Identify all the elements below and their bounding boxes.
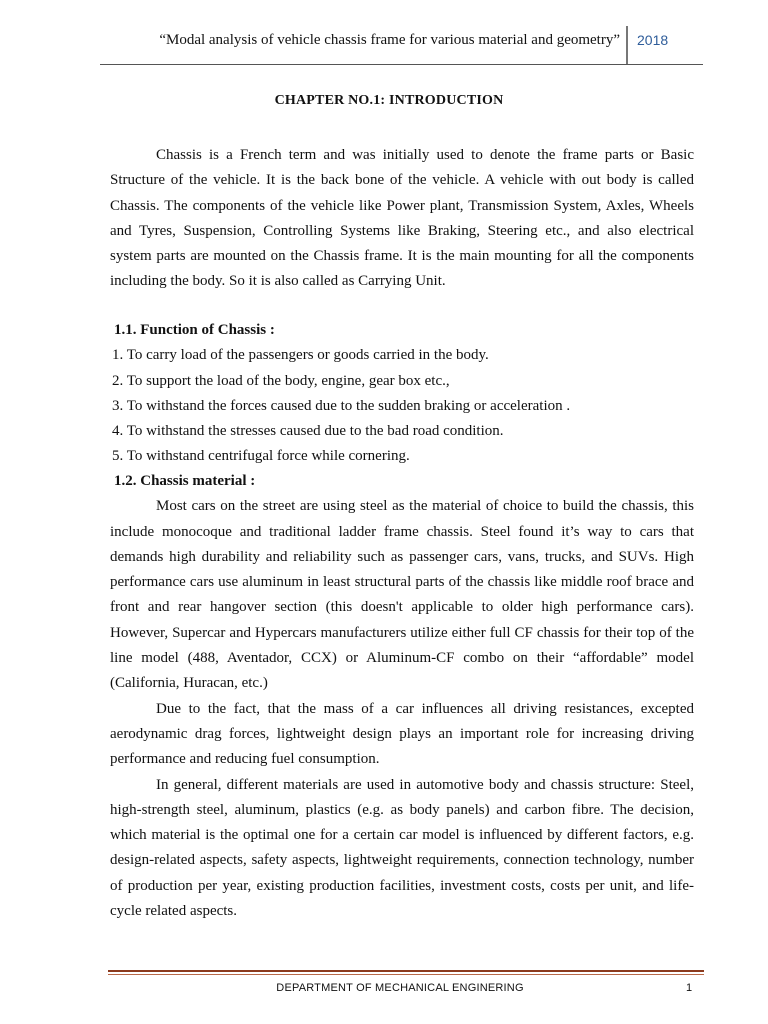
material-section [110, 469, 694, 924]
footer-department: DEPARTMENT OF MECHANICAL ENGINERING [276, 982, 524, 994]
list-item: 1. To carry load of the passengers or goods carried in the body. [112, 347, 489, 364]
header-year: 2018 [637, 32, 669, 48]
list-item: 5. To withstand centrifugal force while cornering. [112, 448, 410, 465]
page-number: 1 [686, 982, 693, 994]
chapter-title: CHAPTER NO.1: INTRODUCTION [274, 93, 504, 108]
material-paragraph-3: In general, different materials are used in automotive body and chassis structure: Steel, high-strength steel, aluminum, plastics (e.g. as body panels) and carbon fibre. The decision, which material is the optimal one for a certain car model is influenced by different factors, e.g. design-related aspects, safety aspects, lightweight requirements, connection technology, number of production per year, existing production facilities, investment costs, costs per unit, and life-cycle related aspects. [110, 776, 694, 920]
list-item: 3. To withstand the forces caused due to the sudden braking or acceleration . [112, 397, 571, 414]
function-section [110, 318, 694, 470]
material-paragraph-2: Due to the fact, that the mass of a car influences all driving resistances, excepted aerodynamic drag forces, lightweight design plays an important role for increasing driving performance and reducing fuel consumption. [110, 700, 694, 768]
footer-rule-thin [108, 974, 704, 975]
list-item: 4. To withstand the stresses caused due to the bad road condition. [112, 423, 504, 440]
material-paragraph-1: Most cars on the street are using steel as the material of choice to build the chassis, this include monocoque and traditional ladder frame chassis. Steel found it’s way to cars that demands high durability and reliability such as passenger cars, vans, trucks, and SUVs. High performance cars use aluminum in least structural parts of the chassis like middle roof brace and front and rear hangover section (this doesn't applicable to older high performance cars). However, Supercar and Hypercars manufacturers utilize either full CF chassis for their top of the line model (488, Aventador, CCX) or Aluminum-CF combo on their “affordable” model (California, Huracan, etc.) [110, 498, 694, 692]
running-header-title: “Modal analysis of vehicle chassis frame for various material and geometry” [159, 32, 620, 48]
intro-section [110, 143, 694, 295]
section-heading-function: 1.1. Function of Chassis : [114, 322, 275, 338]
footer-rule [108, 970, 704, 972]
header-divider [626, 26, 628, 64]
list-item: 2. To support the load of the body, engine, gear box etc., [112, 372, 450, 389]
section-heading-material: 1.2. Chassis material : [114, 473, 256, 489]
header-rule [100, 64, 703, 65]
intro-paragraph: Chassis is a French term and was initially used to denote the frame parts or Basic Structure of the vehicle. It is the back bone of the vehicle. A vehicle with out body is called Chassis. The components of the vehicle like Power plant, Transmission System, Axles, Wheels and Tyres, Suspension, Controlling Systems like Braking, Steering etc., and also electrical system parts are mounted on the Chassis frame. It is the main mounting for all the components including the body. So it is also called as Carrying Unit. [110, 147, 694, 290]
